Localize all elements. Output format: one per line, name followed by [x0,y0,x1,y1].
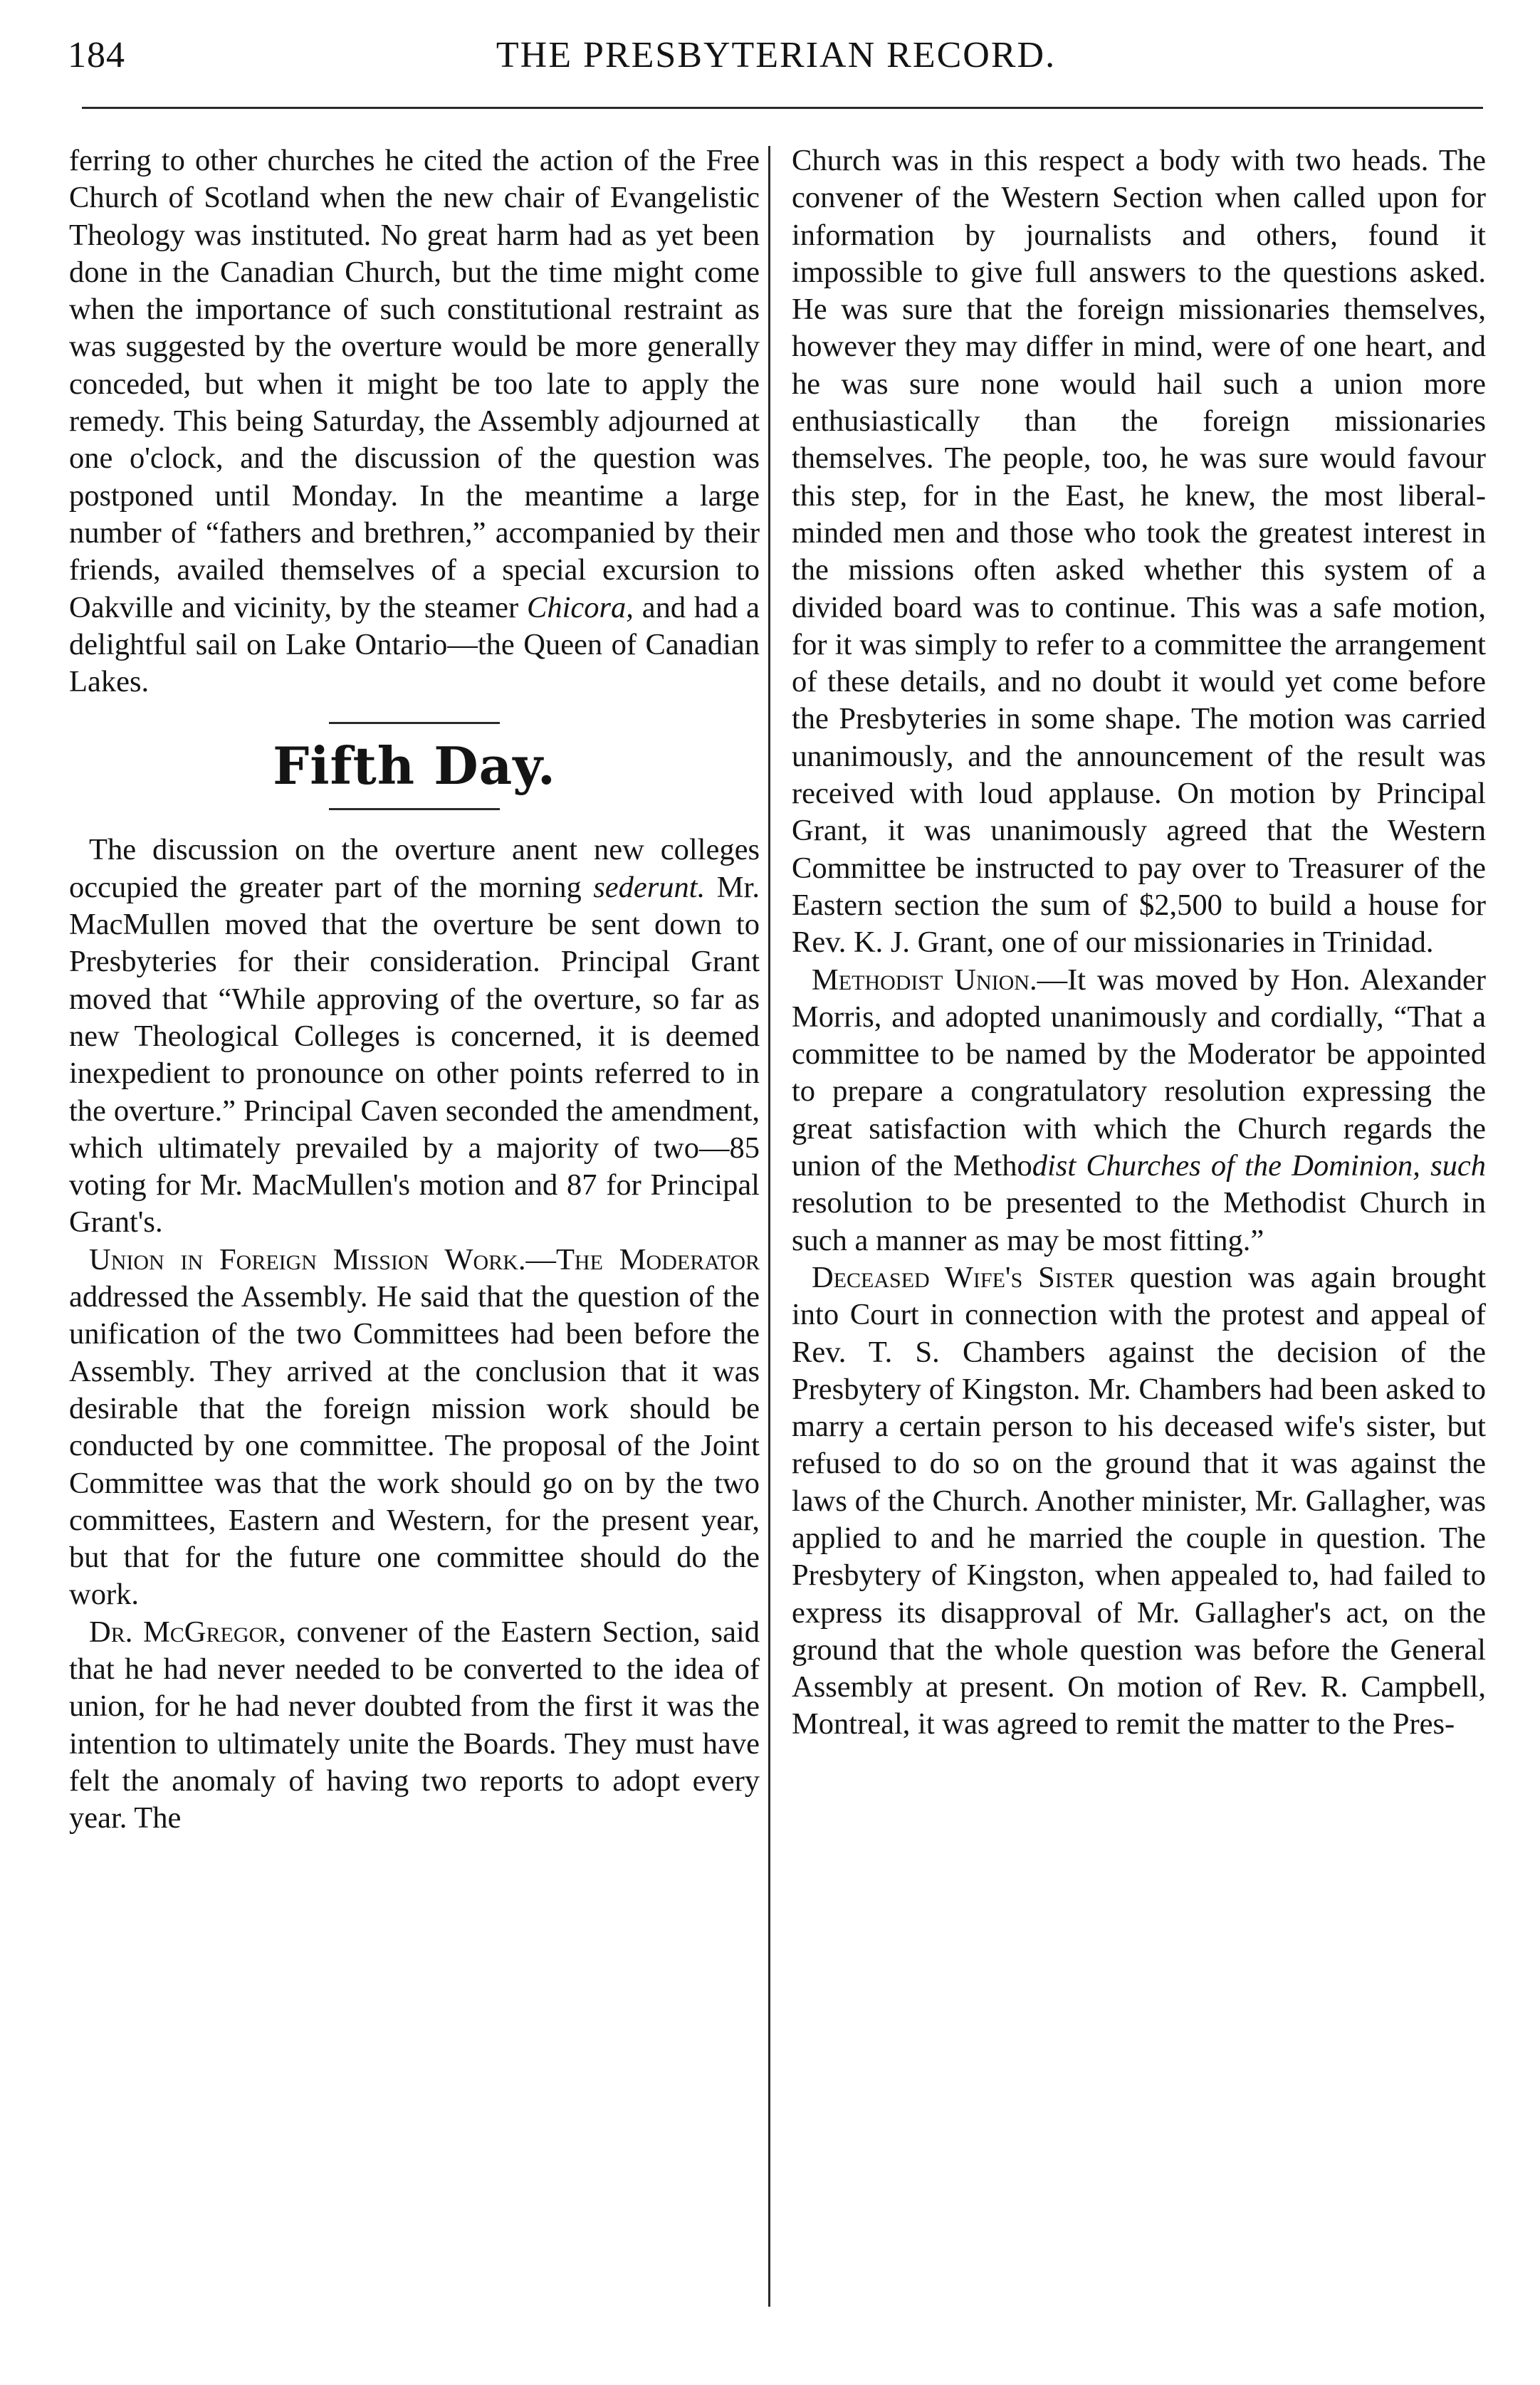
paragraph-text: convener of the Eastern Section, said that he had never needed to be converted to the idea of union, for he had never doubted from the first it was the intention to ultimately unite the Boards. They must have felt the anomaly of having two reports to adopt every year. The [69,1615,760,1835]
em-dash: — [525,1242,556,1277]
run-in-heading: Dr. McGregor, [89,1615,286,1649]
paragraph-deceased-wifes-sister [792,1259,1486,1744]
paragraph-text: ferring to other churches he cited the action of the Free Church of Scotland when the new chair of Evangelistic Theology was instituted. No great harm had as yet been done in the Canadian Church, but the time might come when the importance of such constitutional restraint as was suggested by the overture would be more generally conceded, but when it might be too late to apply the remedy. This being Saturday, the Assembly adjourned at one o'clock, and the discussion of the question was postponed until Monday. In the meantime a large number of “fathers and brethren,” accompanied by their friends, availed themselves of a special excursion to Oakville and vicinity, by the steamer [69,144,760,624]
header-rule [82,107,1483,109]
run-in-heading: Deceased Wife's Sister [812,1260,1115,1294]
section-divider [329,722,500,724]
paragraph-foreign-mission-union [69,1242,760,1614]
page-number: 184 [68,35,125,75]
section-heading-fifth-day: Fifth Day. [273,735,556,797]
run-in-heading: Methodist Union. [812,963,1037,997]
paragraph-text: Mr. MacMullen moved that the overture be sent down to Presbyteries for their consideration. Principal Grant moved that “While approving of the overture, so far as new Theological Colleges is concerned, it is deemed inexpedient to pronounce on other points referred to in the overture.” Principal Caven seconded the amendment, which ultimately prevailed by a majority of two—85 voting for Mr. MacMullen's motion and 87 for Principal Grant's. [69,870,760,1239]
section-divider [329,808,500,810]
paragraph-new-colleges [69,832,760,1241]
right-column [792,142,1486,1744]
run-in-heading: Union in Foreign Mission Work. [89,1242,526,1277]
paragraph-text: question was again brought into Court in connection with the protest and appeal of Rev. T. S. Chambers against the decision of the Presbytery of Kingston. Mr. Chambers had been asked to marry a certain person to his deceased wife's sister, but refused to do so on the ground that it was against the laws of the Church. Another minister, Mr. Gallagher, was applied to and he married the couple in question. The Presbytery of Kingston, when appealed to, had failed to express its disapproval of Mr. Gallagher's act, on the ground that the whole question was before the General Assembly at present. On motion of Rev. R. Campbell, Montreal, it was agreed to remit the matter to the Pres- [792,1260,1487,1741]
moderator-title: The Moderator [555,1242,760,1277]
paragraph-text: Church was in this respect a body with two heads. The convener of the Western Section when called upon for information by journalists and others, found it impossible to give full answers to the questions asked. He was sure that the foreign missionaries themselves, however they may differ in mind, were of one heart, and he was sure none would hail such a union more enthusiastically than the foreign missionaries themselves. The people, too, he was sure would favour this step, for in the East, he knew, the most liberal-minded men and those who took the greatest interest in the missions often asked whether this system of a divided board was to continue. This was a safe motion, for it was simply to refer to a committee the arrangement of these details, and no doubt it would yet come before the Presbyteries in some shape. The motion was carried unanimously, and the announcement of the result was received with loud applause. On motion by Principal Grant, it was unanimously agreed that the Western Committee be instructed to pay over to Treasurer of the Eastern section the sum of $2,500 to build a house for Rev. K. J. Grant, one of our missionaries in Trinidad. [792,144,1486,960]
paragraph-text: resolution to be presented to the Methodist Church in such a manner as may be most fitting.” [792,1186,1486,1257]
running-title: THE PRESBYTERIAN RECORD. [496,35,1057,75]
italic-term: sederunt. [593,870,706,904]
paragraph-dr-mcgregor [69,1614,760,1838]
ship-name: Chicora, [526,590,634,624]
paragraph-text: —It was moved by Hon. Alexander Morris, and adopted unanimously and cordially, “That a committee to be named by the Moderator be appointed to prepare a congratulatory resolution expressing the great satisfaction with which the Church regards the union of the Metho [792,963,1486,1183]
paragraph-text: and had a delightful sail on Lake Ontario—the Queen of Canadian Lakes. [69,590,760,699]
paragraph-continued-union [792,142,1486,962]
italic-text: dist Churches of the Dominion, such [1032,1149,1486,1183]
left-column [69,142,760,1837]
paragraph-assembly-adjourned [69,142,760,701]
paragraph-methodist-union [792,962,1486,1259]
paragraph-text: addressed the Assembly. He said that the question of the unification of the two Committees had been before the Assembly. They arrived at the conclusion that it was desirable that the foreign mission work should be conducted by one committee. The proposal of the Joint Committee was that the work should go on by the two committees, Eastern and Western, for the present year, but that for the future one committee should do the work. [69,1280,760,1612]
column-rule [768,146,770,2307]
paragraph-text: The discussion on the overture anent new colleges occupied the greater part of the morning [69,833,760,904]
page-header [68,28,1484,85]
